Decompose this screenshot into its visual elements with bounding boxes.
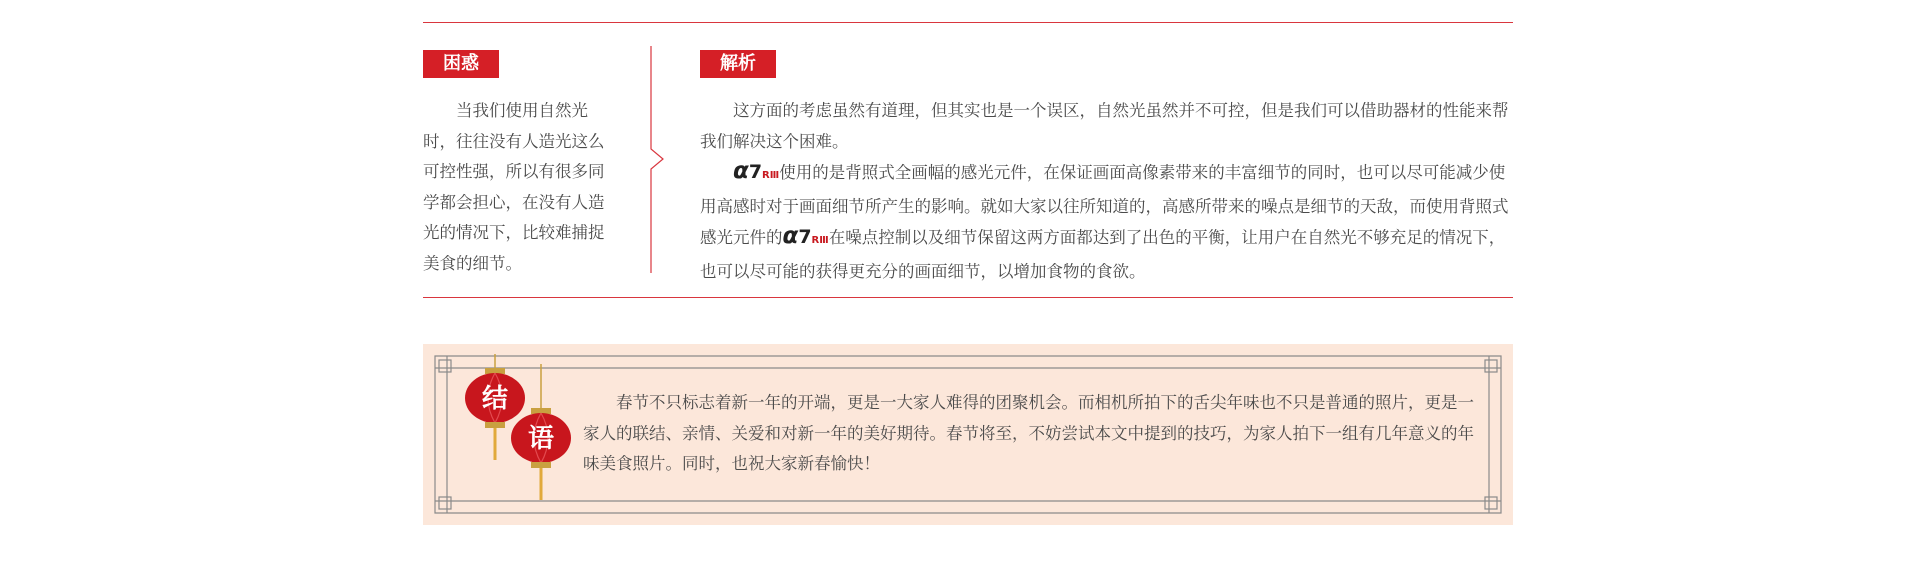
model-number-2: 7: [798, 226, 812, 248]
top-rule: [423, 22, 1513, 23]
confusion-text: 当我们使用自然光时，往往没有人造光这么可控性强，所以有很多同学都会担心，在没有人造光的情况下，比较难捕捉美食的细节。: [423, 101, 605, 273]
analysis-text-b: 在噪点控制以及细节保留这两方面都达到了出色的平衡，让用户在自然光不够充足的情况下，也可以尽可能的获得更充分的画面细节，以增加食物的食欲。: [700, 228, 1506, 281]
lantern-icon-2: [509, 364, 573, 504]
analysis-paragraph-2: [700, 157, 1512, 287]
model-number: 7: [748, 161, 763, 183]
model-suffix-2: RⅢ: [811, 235, 829, 246]
analysis-tag: 解析: [700, 50, 776, 78]
conclusion-box: [423, 344, 1513, 525]
bottom-rule: [423, 297, 1513, 298]
confusion-tag: 困惑: [423, 50, 499, 78]
conclusion-text: 春节不只标志着新一年的开端，更是一大家人难得的团聚机会。而相机所拍下的舌尖年味也不只是普通的照片，更是一家人的联结、亲情、关爱和对新一年的美好期待。春节将至，不妨尝试本文中提到的技巧，为家人拍下一组有几年意义的年味美食照片。同时，也祝大家新春愉快！: [583, 393, 1474, 473]
lantern-char-1: 结: [481, 384, 509, 414]
model-suffix: RⅢ: [762, 170, 780, 181]
divider-arrow: [650, 46, 666, 273]
analysis-body: [700, 96, 1512, 287]
analysis-paragraph-1: 这方面的考虑虽然有道理，但其实也是一个误区，自然光虽然并不可控，但是我们可以借助器材的性能来帮我们解决这个困难。: [700, 101, 1509, 151]
lantern-char-2: 语: [527, 424, 555, 454]
analysis-text-a: 使用的是背照式全画幅的感光元件，在保证画面高像素带来的丰富细节的同时，也可以尽可能减少使用高感时对于画面细节所产生的影响。就如大家以往所知道的，高感所带来的噪点是细节的天敌，而使用背照式感光元件的: [700, 163, 1509, 247]
model-alpha-2: α: [782, 223, 799, 249]
model-alpha: α: [733, 158, 749, 184]
